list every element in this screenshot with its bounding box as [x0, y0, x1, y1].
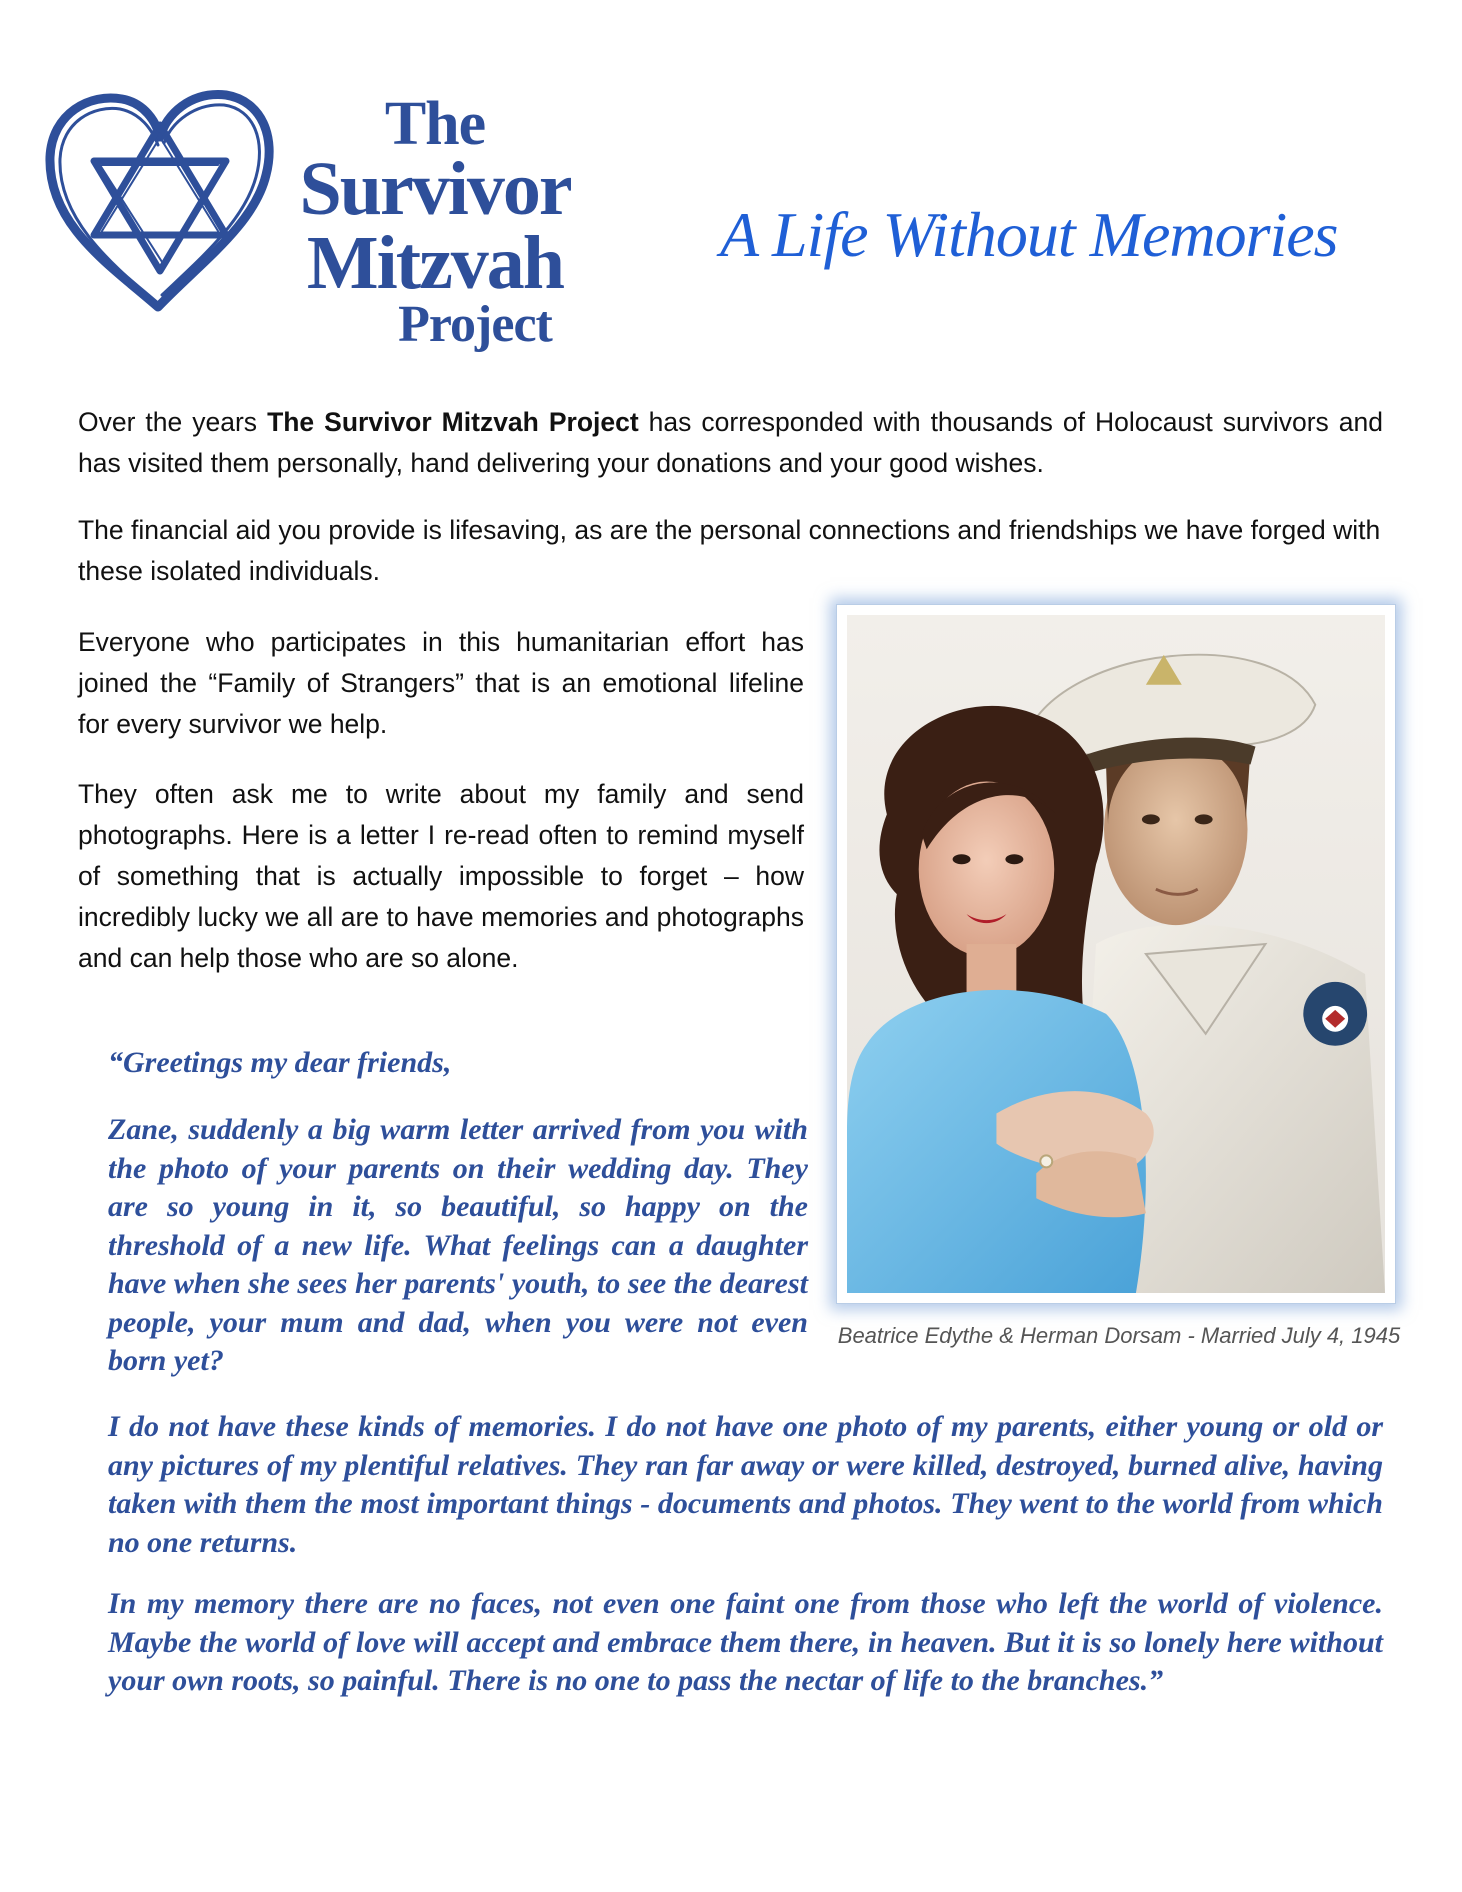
logo-line-survivor: Survivor: [299, 147, 571, 231]
logo-line-the: The: [384, 90, 486, 158]
logo-line-project: Project: [398, 296, 552, 353]
intro-paragraph-4: They often ask me to write about my family and send photographs. Here is a letter I re-read often to remind myself of something that is actually impossible to forget – how incredibly lucky we all are to have memories and photographs and can help those who are so alone.: [78, 779, 804, 973]
letter-greeting: “Greetings my dear friends,: [108, 1046, 452, 1079]
photo-caption: Beatrice Edythe & Herman Dorsam - Married July 4, 1945: [837, 1323, 1401, 1348]
intro-paragraph-2: The financial aid you provide is lifesaving, as are the personal connections and friendships we have forged with these isolated individuals.: [78, 515, 1381, 586]
letter-paragraph-1: Zane, suddenly a big warm letter arrived from you with the photo of your parents on their wedding day. They are so young in it, so beautiful, so happy on the threshold of a new life. What feelings can a daughter have when she sees her parents' youth, to see the dearest people, your mum and dad, when you were not even born yet?: [108, 1113, 808, 1377]
intro-p1-suffix: has corresponded with thousands of Holocaust survivors and has visited them personally, hand delivering your donations and your good wishes.: [78, 407, 1384, 478]
wedding-photo: [847, 615, 1385, 1293]
intro-p1-prefix: Over the years: [78, 407, 268, 437]
heart-star-of-david-icon: [40, 85, 280, 325]
organization-name: The Survivor Mitzvah Project: [267, 407, 639, 437]
wedding-photo-frame: [836, 604, 1396, 1304]
logo: [40, 85, 571, 355]
intro-paragraph-1: [78, 402, 1383, 484]
logo-wordmark: [270, 90, 600, 353]
logo-line-mitzvah: Mitzvah: [306, 221, 564, 305]
page-title: A Life Without Memories: [720, 199, 1338, 270]
intro-paragraph-3: Everyone who participates in this humanitarian effort has joined the “Family of Strangers” that is an emotional lifeline for every survivor we help.: [78, 627, 804, 739]
letter-paragraph-3: In my memory there are no faces, not even one faint one from those who left the world of violence. Maybe the world of love will accept and embrace them there, in heaven. But it is so lonely here without your own roots, so painful. There is no one to pass the nectar of life to the branches.”: [108, 1587, 1383, 1697]
letter-paragraph-2: I do not have these kinds of memories. I do not have one photo of my parents, either young or old or any pictures of my plentiful relatives. They ran far away or were killed, destroyed, burned alive, having taken with them the most important things - documents and photos. They went to the world from which no one returns.: [108, 1410, 1383, 1559]
